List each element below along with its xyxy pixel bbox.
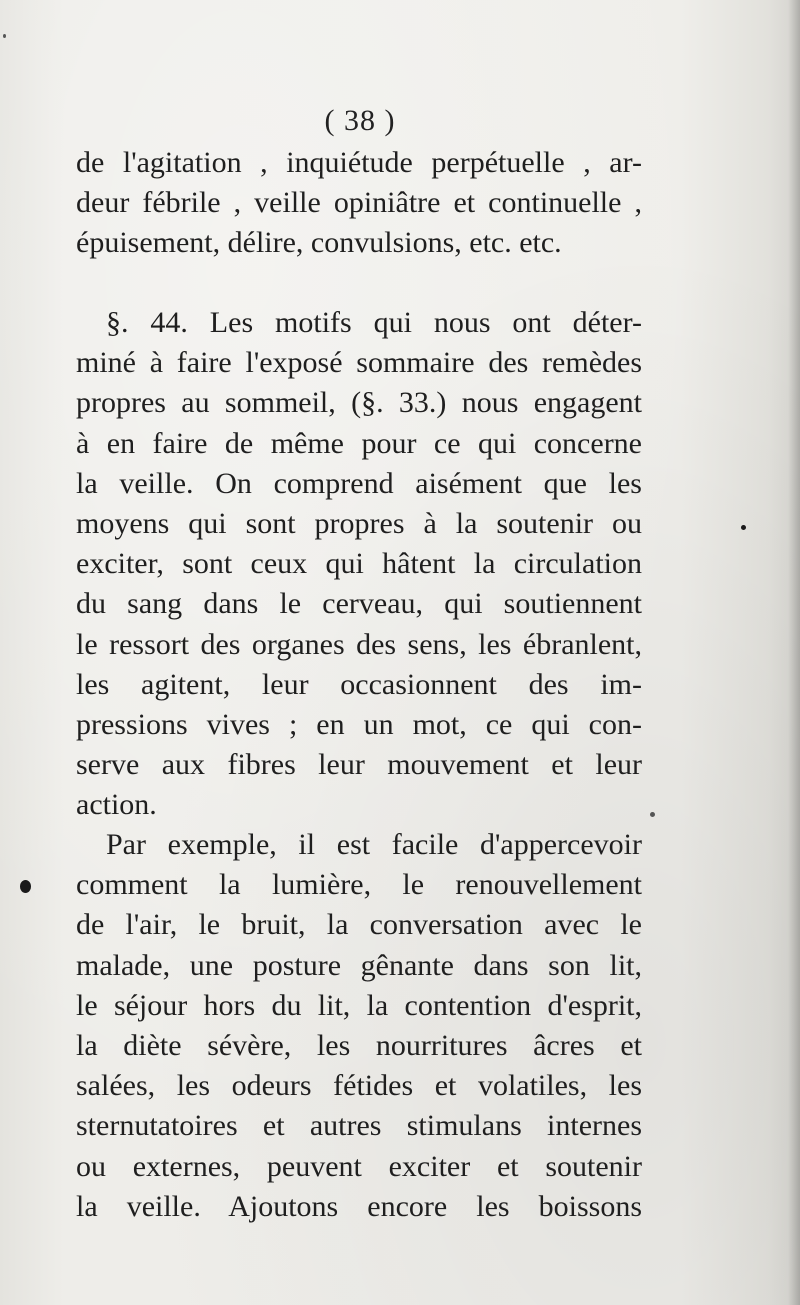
page-number: ( 38 ) — [324, 104, 396, 137]
ink-speck — [741, 525, 746, 530]
paragraph-continuation — [76, 143, 642, 264]
text-line: la veille. Ajoutons encore les boissons — [76, 1189, 642, 1223]
text-line: le séjour hors du lit, la contention d'esprit, — [76, 988, 642, 1022]
text-line: du sang dans le cerveau, qui soutiennent — [76, 587, 642, 621]
ink-speck — [3, 34, 6, 38]
text-line: propres au sommeil, (§. 33.) nous engagent — [76, 386, 642, 420]
text-line: moyens qui sont propres à la soutenir ou — [76, 506, 642, 540]
text-line: à en faire de même pour ce qui concerne — [76, 426, 642, 460]
paragraph-example — [76, 825, 642, 1227]
text-line: les agitent, leur occasionnent des im- — [76, 667, 642, 701]
text-line: ou externes, peuvent exciter et soutenir — [76, 1149, 642, 1183]
text-line: épuisement, délire, convulsions, etc. etc. — [76, 226, 562, 260]
ink-speck — [650, 812, 655, 817]
text-line: salées, les odeurs fétides et volatiles, les — [76, 1069, 642, 1103]
text-line: miné à faire l'exposé sommaire des remèdes — [76, 346, 642, 380]
ink-speck — [20, 880, 31, 893]
text-line: la veille. On comprend aisément que les — [76, 466, 642, 500]
text-line: exciter, sont ceux qui hâtent la circulation — [76, 547, 642, 581]
text-line: serve aux fibres leur mouvement et leur — [76, 748, 642, 782]
text-line: malade, une posture gênante dans son lit, — [76, 948, 642, 982]
text-line: Par exemple, il est facile d'appercevoir — [106, 828, 642, 861]
text-line: la diète sévère, les nourritures âcres et — [76, 1028, 642, 1062]
text-line: de l'air, le bruit, la conversation avec le — [76, 908, 642, 942]
page-edge-shadow — [788, 0, 800, 1305]
text-line: sternutatoires et autres stimulans internes — [76, 1109, 642, 1143]
text-line: le ressort des organes des sens, les ébranlent, — [76, 627, 642, 661]
text-line: de l'agitation , inquiétude perpétuelle , ar- — [76, 146, 642, 179]
paragraph-section-44 — [76, 303, 642, 825]
text-line: comment la lumière, le renouvellement — [76, 868, 642, 902]
text-line: pressions vives ; en un mot, ce qui con- — [76, 707, 642, 741]
text-line: action. — [76, 788, 157, 822]
text-line: §. 44. Les motifs qui nous ont déter- — [106, 306, 642, 339]
text-line: deur fébrile , veille opiniâtre et continuelle , — [76, 186, 642, 220]
